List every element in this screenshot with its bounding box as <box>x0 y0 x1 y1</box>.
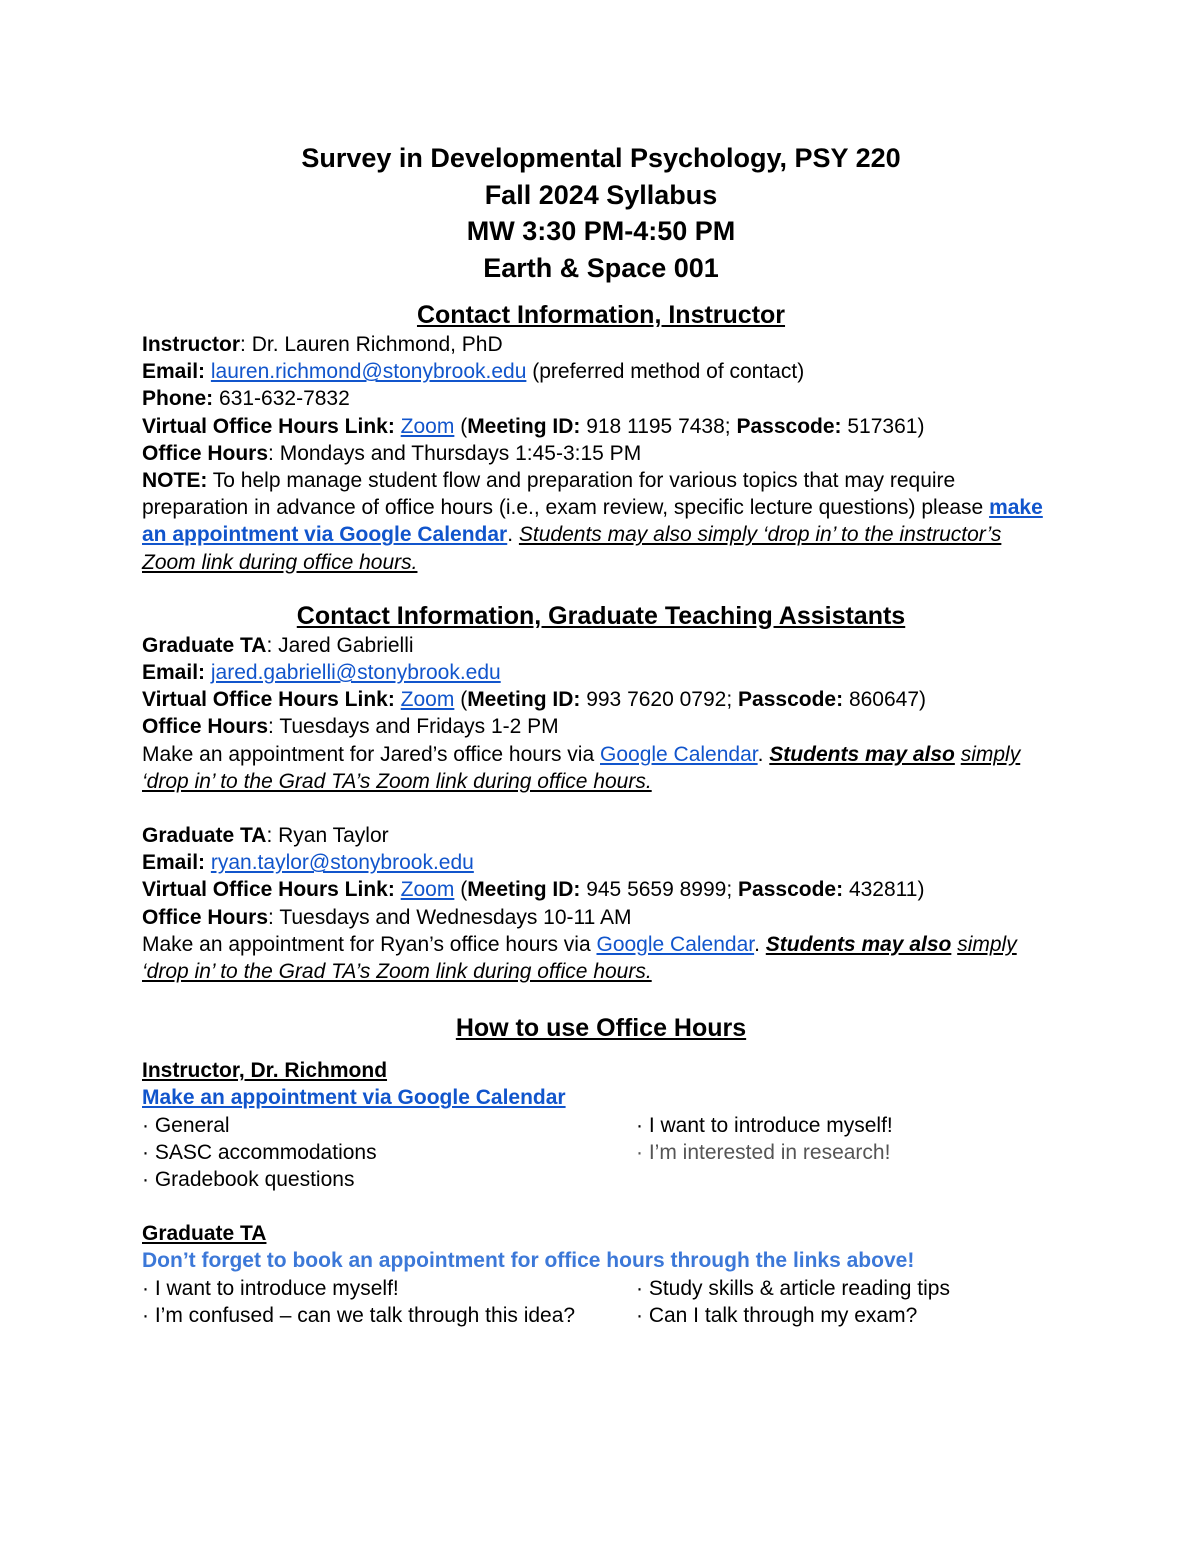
instructor-heading: Contact Information, Instructor <box>416 301 786 329</box>
howto-ta-note: Don’t forget to book an appointment for office hours through the links above! <box>142 1249 915 1273</box>
list-item: · I want to introduce myself! <box>142 1276 399 1300</box>
list-item: · I’m interested in research! <box>636 1140 891 1164</box>
course-title: Survey in Developmental Psychology, PSY 220 <box>301 143 901 173</box>
instructor-zoom-line: Virtual Office Hours Link: Zoom (Meeting ID: 918 1195 7438; Passcode: 517361) <box>142 414 925 438</box>
ta-appointment-line: Make an appointment for Ryan’s office hours via Google Calendar. Students may also simply ‘drop in’ to the Grad TA’s Zoom link during office hours. <box>142 932 1017 984</box>
list-item: · I want to introduce myself! <box>636 1113 893 1137</box>
list-item: · Can I talk through my exam? <box>636 1303 918 1327</box>
ta-zoom-line: Virtual Office Hours Link: Zoom (Meeting ID: 993 7620 0792; Passcode: 860647) <box>142 688 927 712</box>
instructor-note: NOTE: To help manage student flow and preparation for various topics that may require preparation in advance of office hours (i.e., exam review, specific lecture questions) please make an appointment via Google Calendar. Students may also simply ‘drop in’ to the instructor’s Zoom link during office hours. <box>142 469 1043 574</box>
list-item: · Study skills & article reading tips <box>636 1276 950 1300</box>
howto-heading: How to use Office Hours <box>455 1014 747 1043</box>
ta-block-jared <box>142 632 1060 795</box>
instructor-email-line: Email: lauren.richmond@stonybrook.edu (preferred method of contact) <box>142 360 805 384</box>
ta-zoom-link[interactable]: Zoom <box>400 878 455 902</box>
instructor-zoom-link[interactable]: Zoom <box>400 414 455 438</box>
ta-heading: Contact Information, Graduate Teaching Assistants <box>296 601 906 630</box>
ta-email-line: Email: jared.gabrielli@stonybrook.edu <box>142 661 501 685</box>
ta-calendar-link[interactable]: Google Calendar <box>596 932 755 956</box>
meeting-room: Earth & Space 001 <box>483 252 719 283</box>
howto-ta-heading: Graduate TA <box>142 1222 267 1246</box>
instructor-email-link[interactable]: lauren.richmond@stonybrook.edu <box>210 360 527 384</box>
instructor-dropin-note: Students may also simply ‘drop in’ to the instructor’s Zoom link during office hours. <box>142 523 1002 574</box>
list-item: · Gradebook questions <box>142 1168 355 1192</box>
howto-ta-topics <box>142 1275 1060 1329</box>
howto-instructor-heading: Instructor, Dr. Richmond <box>142 1059 388 1083</box>
instructor-appointment-link[interactable]: make an appointment via Google Calendar <box>142 496 1043 547</box>
meeting-time: MW 3:30 PM-4:50 PM <box>466 216 736 246</box>
ta-calendar-link[interactable]: Google Calendar <box>600 742 758 766</box>
ta-zoom-link[interactable]: Zoom <box>400 688 455 712</box>
term-title: Fall 2024 Syllabus <box>484 179 718 210</box>
ta-name-line: Graduate TA: Ryan Taylor <box>142 824 389 848</box>
howto-instructor <box>142 1057 1060 1193</box>
instructor-office-hours-line: Office Hours: Mondays and Thursdays 1:45-3:15 PM <box>142 441 642 465</box>
list-item: · I’m confused – can we talk through this idea? <box>142 1303 576 1327</box>
ta-email-line: Email: ryan.taylor@stonybrook.edu <box>142 851 474 875</box>
list-item: · General <box>142 1113 230 1137</box>
list-item: · SASC accommodations <box>142 1140 377 1164</box>
ta-zoom-line: Virtual Office Hours Link: Zoom (Meeting ID: 945 5659 8999; Passcode: 432811) <box>142 878 925 902</box>
howto-instructor-topics <box>142 1112 1060 1194</box>
ta-appointment-line: Make an appointment for Jared’s office hours via Google Calendar. Students may also simply ‘drop in’ to the Grad TA’s Zoom link during office hours. <box>142 742 1021 793</box>
document-title <box>142 140 1060 286</box>
instructor-phone-line: Phone: 631-632-7832 <box>142 387 350 411</box>
ta-email-link[interactable]: ryan.taylor@stonybrook.edu <box>210 851 474 875</box>
syllabus-page <box>142 140 1060 1329</box>
ta-office-hours-line: Office Hours: Tuesdays and Wednesdays 10-11 AM <box>142 905 632 929</box>
ta-email-link[interactable]: jared.gabrielli@stonybrook.edu <box>210 661 501 685</box>
ta-name-line: Graduate TA: Jared Gabrielli <box>142 633 414 657</box>
instructor-name-line: Instructor: Dr. Lauren Richmond, PhD <box>142 333 503 356</box>
ta-office-hours-line: Office Hours: Tuesdays and Fridays 1-2 PM <box>142 715 559 739</box>
ta-block-ryan <box>142 822 1060 985</box>
howto-instructor-appointment-link[interactable]: Make an appointment via Google Calendar <box>142 1086 566 1110</box>
howto-ta <box>142 1220 1060 1329</box>
